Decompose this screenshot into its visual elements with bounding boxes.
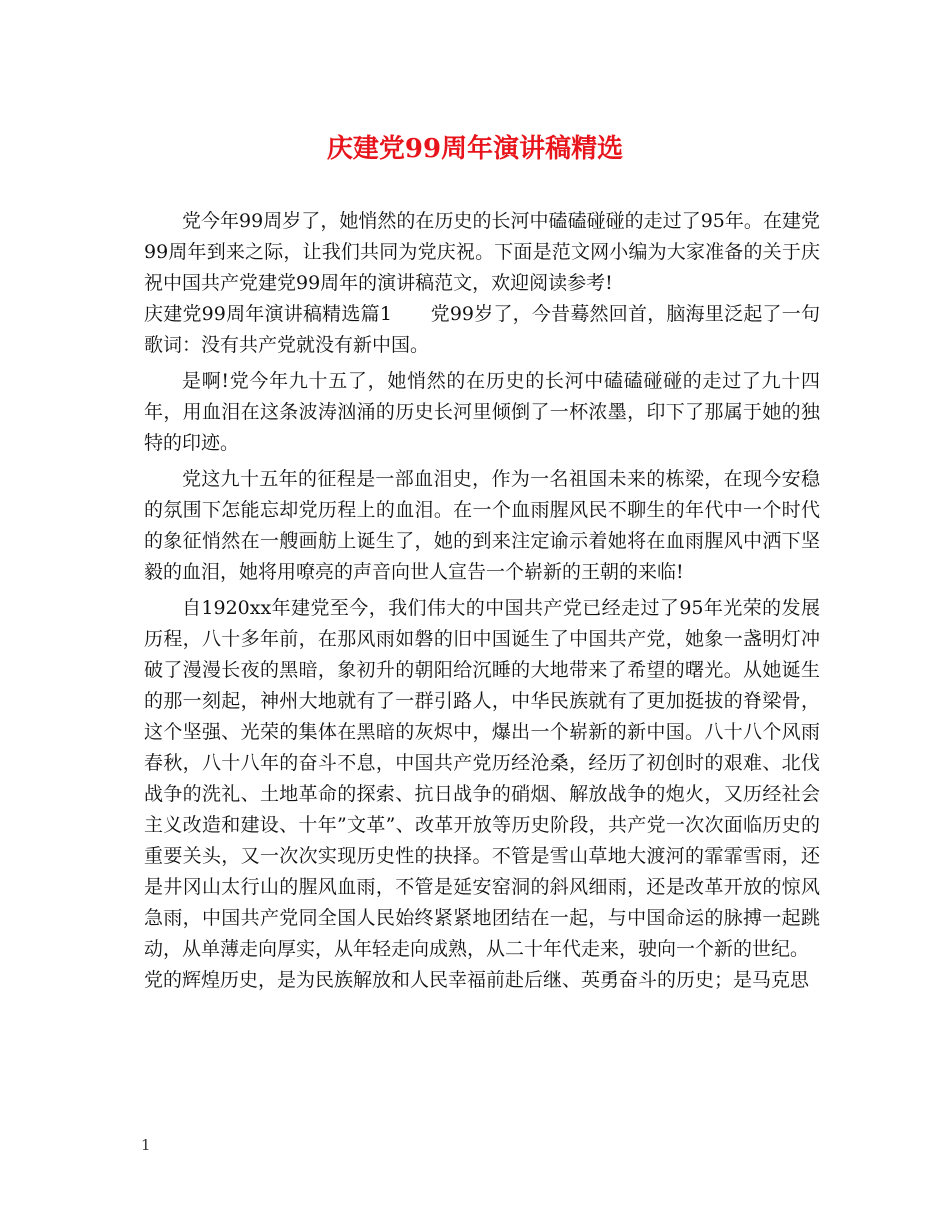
paragraph-2: 是啊!党今年九十五了，她悄然的在历史的长河中磕磕碰碰的走过了九十四年，用血泪在这条波涛汹涌的历史长河里倾倒了一杯浓墨，印下了那属于她的独特的印迹。 (144, 370, 820, 454)
page-number: 1 (141, 1136, 151, 1154)
paragraph-intro: 党今年99周岁了，她悄然的在历史的长河中磕磕碰碰的走过了95年。在建党99周年到来之际，让我们共同为党庆祝。下面是范文网小编为大家准备的关于庆祝中国共产党建党99周年的演讲稿范文，欢迎阅读参考! (144, 210, 820, 294)
paragraph-4: 自1920xx年建党至今，我们伟大的中国共产党已经走过了95年光荣的发展历程，八十多年前，在那风雨如磐的旧中国诞生了中国共产党，她象一盏明灯冲破了漫漫长夜的黑暗，象初升的朝阳给沉睡的大地带来了希望的曙光。从她诞生的那一刻起，神州大地就有了一群引路人，中华民族就有了更加挺拔的脊梁骨，这个坚强、光荣的集体在黑暗的灰烬中，爆出一个崭新的新中国。八十八个风雨春秋，八十八年的奋斗不息，中国共产党历经沧桑，经历了初创时的艰难、北伐战争的洗礼、土地革命的探索、抗日战争的硝烟、解放战争的炮火，又历经社会主义改造和建设、十年”文革”、改革开放等历史阶段，共产党一次次面临历史的重要关头，又一次次实现历史性的抉择。不管是雪山草地大渡河的霏霏雪雨，还是井冈山太行山的腥风血雨，不管是延安窑洞的斜风细雨，还是改革开放的惊风急雨，中国共产党同全国人民始终紧紧地团结在一起，与中国命运的脉搏一起跳动，从单薄走向厚实，从年轻走向成熟，从二十年代走来，驶向一个新的世纪。 (144, 597, 820, 960)
paragraph-section-heading: 庆建党99周年演讲稿精选篇1 党99岁了，今昔蓦然回首，脑海里泛起了一句歌词：没有共产党就没有新中国。 (144, 303, 820, 356)
document-title: 庆建党99周年演讲稿精选 (326, 134, 624, 164)
paragraph-5: 党的辉煌历史，是为民族解放和人民幸福前赴后继、英勇奋斗的历史；是马克思 (144, 969, 810, 991)
paragraph-3: 党这九十五年的征程是一部血泪史，作为一名祖国未来的栋梁，在现今安稳的氛围下怎能忘却党历程上的血泪。在一个血雨腥风民不聊生的年代中一个时代的象征悄然在一艘画舫上诞生了，她的到来注定谕示着她将在血雨腥风中洒下坚毅的血泪，她将用嘹亮的声音向世人宣告一个崭新的王朝的来临! (144, 468, 820, 583)
document-body (144, 206, 820, 996)
